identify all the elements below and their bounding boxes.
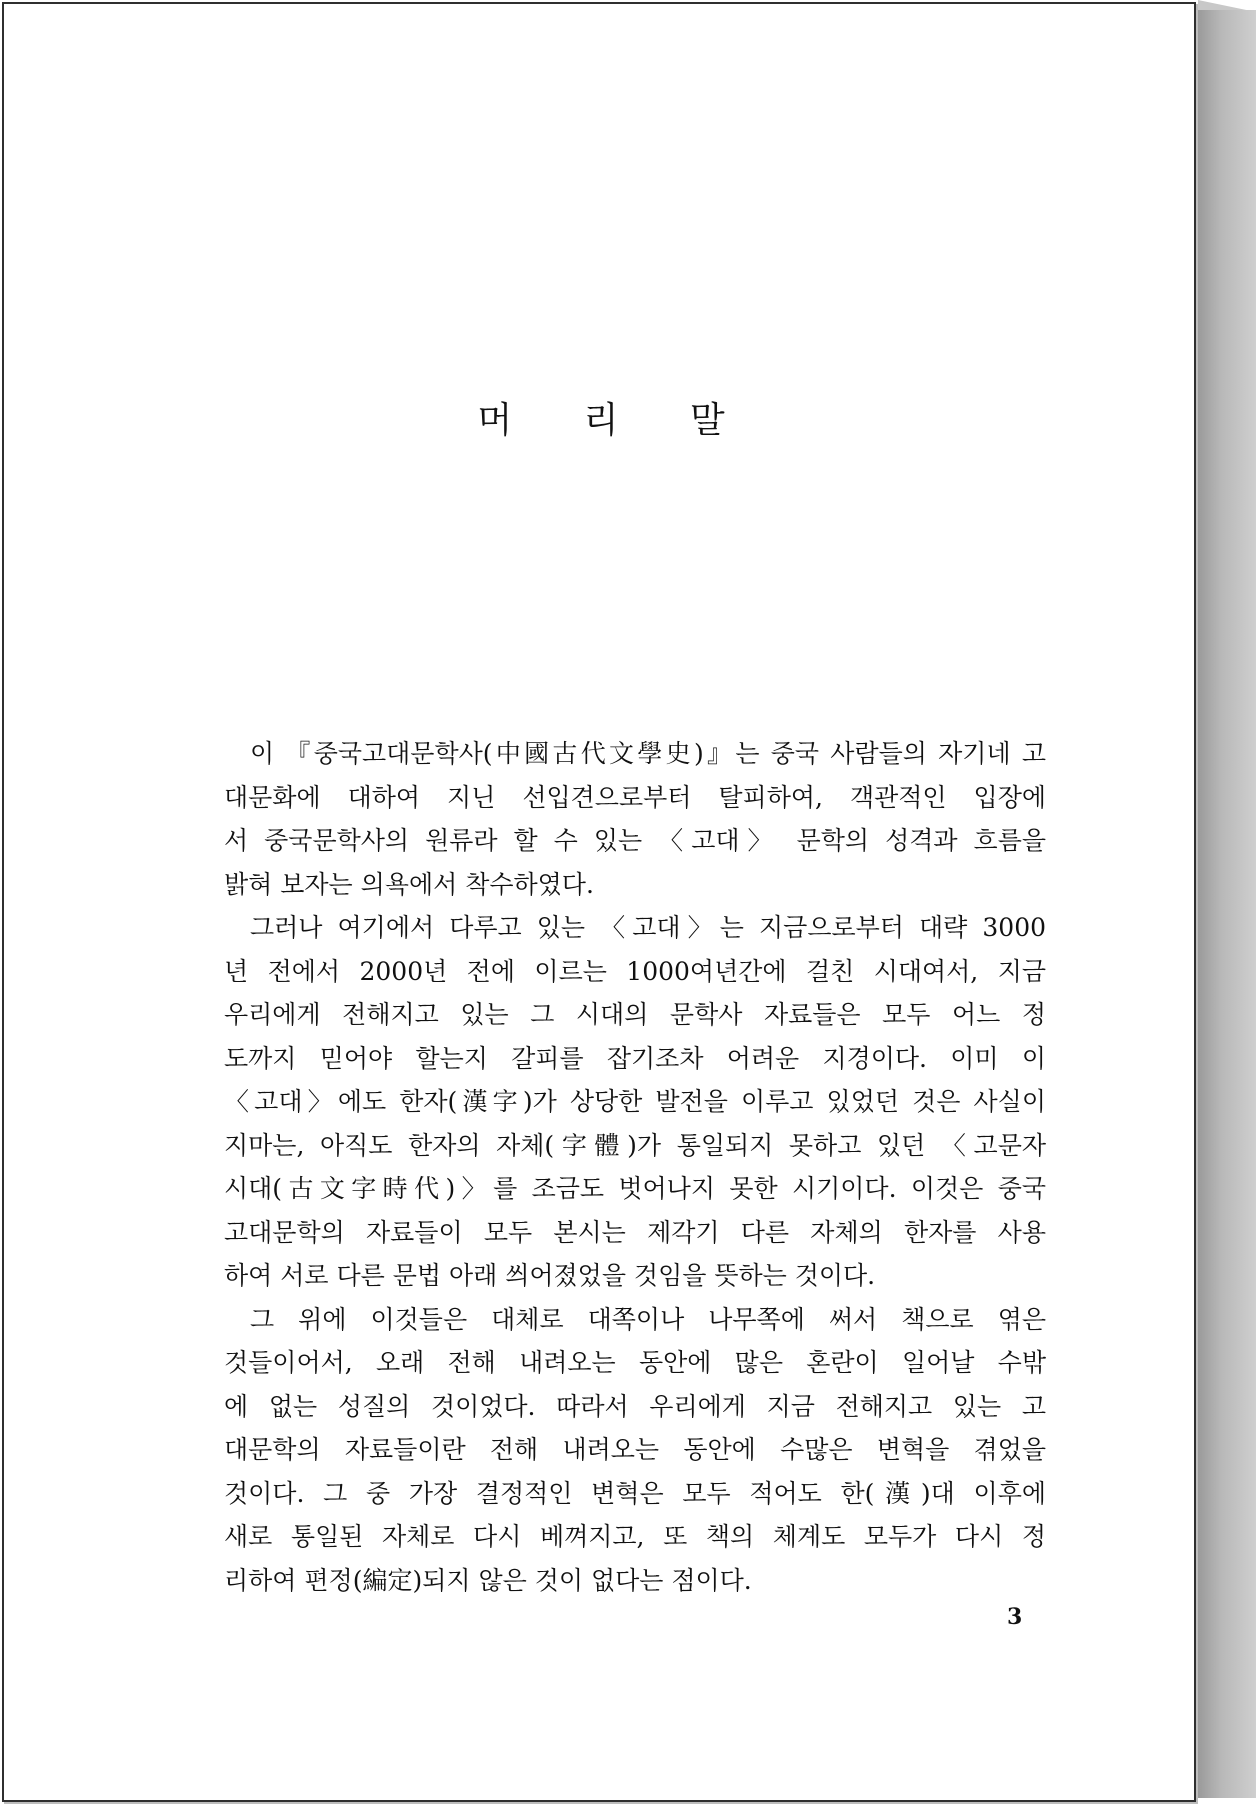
page-number: 3 (1007, 1604, 1023, 1630)
text-line: 밝혀 보자는 의욕에서 착수하였다. (224, 869, 594, 899)
body-text (224, 732, 1046, 1602)
text-line: 새로 통일된 자체로 다시 베껴지고, 또 책의 체계도 모두가 다시 정 (224, 1522, 1046, 1551)
text-line: 년 전에서 2000년 전에 이르는 1000여년간에 걸친 시대여서, 지금 (224, 956, 1046, 986)
page-title: 머 리 말 (477, 400, 755, 441)
text-line: 리하여 편정(編定)되지 않은 것이 없다는 점이다. (224, 1565, 752, 1595)
text-line: 그 위에 이것들은 대체로 대쪽이나 나무쪽에 써서 책으로 엮은 (250, 1304, 1046, 1334)
text-line: 그러나 여기에서 다루고 있는 〈고대〉는 지금으로부터 대략 3000 (250, 913, 1046, 942)
page (2, 2, 1196, 1802)
text-line: 대문학의 자료들이란 전해 내려오는 동안에 수많은 변혁을 겪었을 (224, 1435, 1046, 1464)
text-line: 서 중국문학사의 원류라 할 수 있는 〈고대〉 문학의 성격과 흐름을 (224, 826, 1046, 855)
text-line: 시대(古文字時代)〉를 조금도 벗어나지 못한 시기이다. 이것은 중국 (224, 1174, 1046, 1203)
text-line: 것들이어서, 오래 전해 내려오는 동안에 많은 혼란이 일어날 수밖 (224, 1348, 1046, 1377)
text-line: 이 『중국고대문학사(中國古代文學史)』는 중국 사람들의 자기네 고 (250, 739, 1046, 768)
text-line: 대문화에 대하여 지닌 선입견으로부터 탈피하여, 객관적인 입장에 (224, 782, 1046, 812)
text-line: 지마는, 아직도 한자의 자체(字體)가 통일되지 못하고 있던 〈고문자 (224, 1130, 1046, 1160)
text-line: 에 없는 성질의 것이었다. 따라서 우리에게 지금 전해지고 있는 고 (224, 1391, 1046, 1421)
text-line: 〈고대〉에도 한자(漢字)가 상당한 발전을 이루고 있었던 것은 사실이 (224, 1087, 1046, 1116)
text-line: 우리에게 전해지고 있는 그 시대의 문학사 자료들은 모두 어느 정 (224, 1000, 1046, 1029)
text-line: 것이다. 그 중 가장 결정적인 변혁은 모두 적어도 한(漢)대 이후에 (224, 1478, 1046, 1508)
text-line: 하여 서로 다른 문법 아래 씌어졌었을 것임을 뜻하는 것이다. (224, 1261, 876, 1290)
text-line: 고대문학의 자료들이 모두 본시는 제각기 다른 자체의 한자를 사용 (224, 1217, 1046, 1247)
text-line: 도까지 믿어야 할는지 갈피를 잡기조차 어려운 지경이다. 이미 이 (224, 1043, 1046, 1073)
book-edge-side (1198, 10, 1256, 1798)
